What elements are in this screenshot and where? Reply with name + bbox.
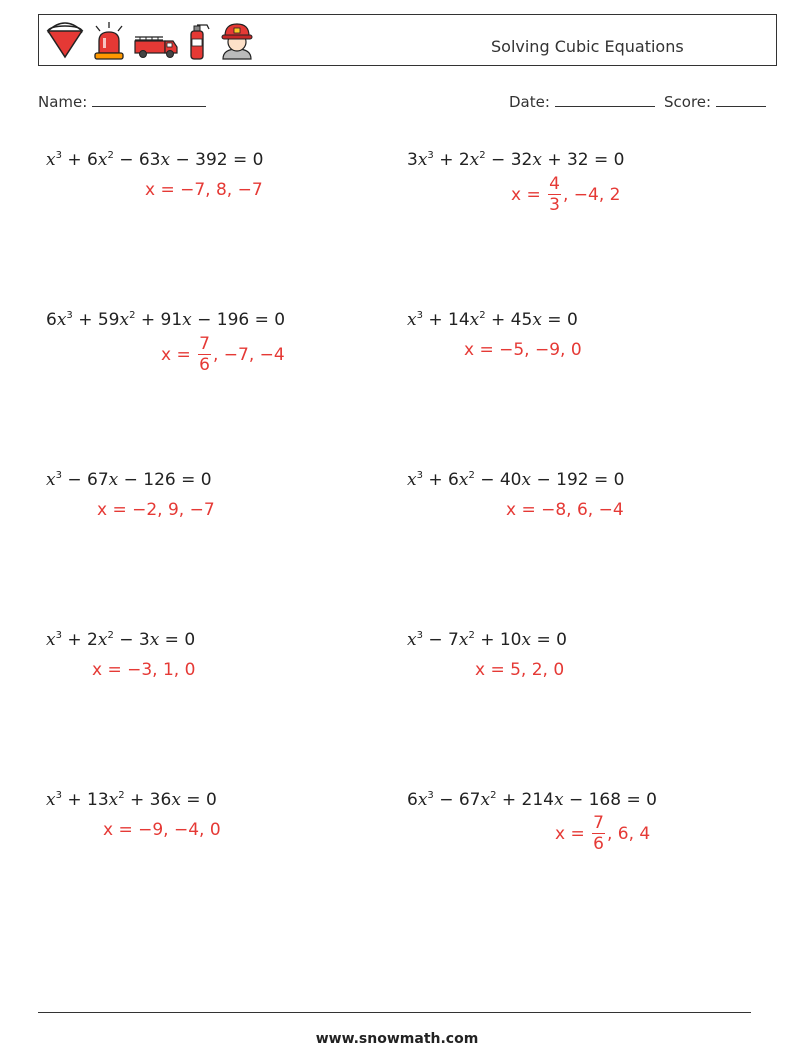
name-label: Name: (38, 93, 88, 111)
problem-2: $3x^3 + 2x^2 - 32x + 32 = 0$ (407, 150, 625, 170)
date-blank[interactable] (555, 92, 655, 107)
problem-9: $x^3 + 13x^2 + 36x = 0$ (46, 790, 217, 810)
problem-1: $x^3 + 6x^2 - 63x - 392 = 0$ (46, 150, 264, 170)
answer-1: x = −7, 8, −7 (145, 180, 263, 200)
score-label: Score: (664, 93, 712, 111)
worksheet-title: Solving Cubic Equations (491, 37, 684, 56)
answer-2: x = $\frac{4}{3}$ , −4, 2 (511, 174, 621, 215)
date-label: Date: (509, 93, 550, 111)
problem-5: $x^3 - 67x - 126 = 0$ (46, 470, 212, 490)
footer-divider (38, 1012, 751, 1013)
problem-10: $6x^3 - 67x^2 + 214x - 168 = 0$ (407, 790, 657, 810)
answer-3: x = $\frac{7}{6}$ , −7, −4 (161, 334, 285, 375)
answer-6: x = −8, 6, −4 (506, 500, 624, 520)
answer-5: x = −2, 9, −7 (97, 500, 215, 520)
date-field (509, 92, 655, 111)
problem-3: $6x^3 + 59x^2 + 91x - 196 = 0$ (46, 310, 286, 330)
fire-truck-icon (133, 21, 179, 61)
answer-9: x = −9, −4, 0 (103, 820, 221, 840)
problem-8: $x^3 - 7x^2 + 10x = 0$ (407, 630, 567, 650)
score-field (664, 92, 766, 111)
firefighter-icon (217, 21, 257, 61)
answer-10: x = $\frac{7}{6}$ , 6, 4 (555, 813, 651, 854)
problem-6: $x^3 + 6x^2 - 40x - 192 = 0$ (407, 470, 625, 490)
score-blank[interactable] (716, 92, 766, 107)
header-icons (45, 20, 257, 62)
bucket-icon (45, 21, 85, 61)
worksheet-header (38, 14, 777, 66)
problem-7: $x^3 + 2x^2 - 3x = 0$ (46, 630, 196, 650)
footer-url[interactable]: www.snowmath.com (315, 1031, 479, 1047)
answer-8: x = 5, 2, 0 (475, 660, 565, 680)
answer-4: x = −5, −9, 0 (464, 340, 582, 360)
name-field (38, 92, 206, 111)
name-blank[interactable] (92, 92, 206, 107)
answer-7: x = −3, 1, 0 (92, 660, 196, 680)
problem-4: $x^3 + 14x^2 + 45x = 0$ (407, 310, 578, 330)
fire-extinguisher-icon (183, 21, 213, 61)
siren-icon (89, 21, 129, 61)
